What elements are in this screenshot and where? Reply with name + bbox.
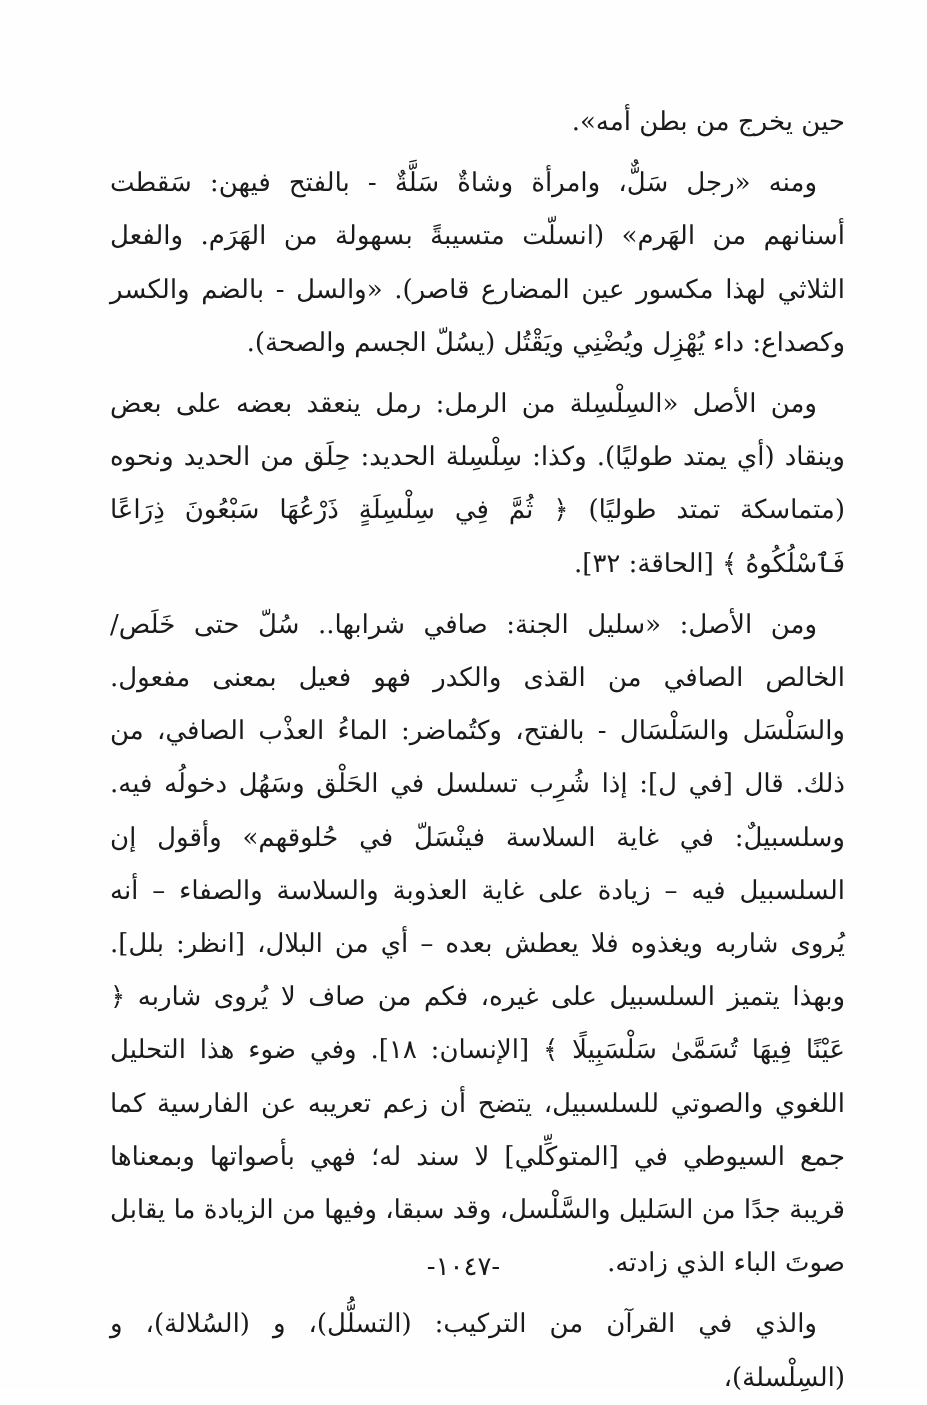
paragraph-quran-occurrences: والذي في القرآن من التركيب: (التسلُّل)، و (السُلالة)، و (السِلْسلة)،	[110, 1309, 845, 1393]
paragraph-continuation: حين يخرج من بطن أمه».	[571, 107, 845, 137]
paragraph-salsabil: ومن الأصل: «سليل الجنة: صافي شرابها.. سُلّ حتى خَلَص/ الخالص الصافي من القذى والكدر فهو فعيل بمعنى مفعول. والسَلْسَل والسَلْسَال - بالفتح، وكتُماضر: الماءُ العذْب الصافي، من ذلك. قال [في ل]: إذا شُرِب تسلسل في الحَلْق وسَهُل دخولُه فيه. وسلسبيلٌ: في غاية السلاسة فينْسَلّ في حُلوقهم» وأقول إن السلسبيل فيه – زيادة على غاية العذوبة والسلاسة والصفاء – أنه يُروى شاربه ويغذوه فلا يعطش بعده – أي من البلال، [انظر: بلل]. وبهذا يتميز السلسبيل على غيره، فكم من صاف لا يُروى شاربه ﴿ عَيْنًا فِيهَا تُسَمَّىٰ سَلْسَبِيلًا ﴾ [الإنسان: ١٨]. وفي ضوء هذا التحليل اللغوي والصوتي للسلسبيل، يتضح أن زعم تعريبه عن الفارسية كما جمع السيوطي في [المتوكِّلي] لا سند له؛ فهي بأصواتها وبمعناها قريبة جدًا من السَليل والسَّلْسل، وقد سبقا، وفيها من الزيادة ما يقابل صوتَ الباء الذي زادته.	[110, 609, 845, 1279]
body-text	[110, 96, 845, 1405]
paragraph-silsila: ومن الأصل «السِلْسِلة من الرمل: رمل ينعقد بعضه على بعض وينقاد (أي يمتد طوليًا). وكذا: سِلْسِلة الحديد: حِلَق من الحديد ونحوه (متماسكة تمتد طوليًا) ﴿ ثُمَّ فِي سِلْسِلَةٍ ذَرْعُهَا سَبْعُونَ ذِرَاعًا فَٱسْلُكُوهُ ﴾ [الحاقة: ٣٢].	[110, 389, 845, 579]
page-number: -١٠٤٧-	[426, 1252, 501, 1282]
paragraph-sall: ومنه «رجل سَلٌّ، وامرأة وشاةٌ سَلَّةٌ - بالفتح فيهن: سَقطت أسنانهم من الهَرم» (انسلّت متسيبةً بسهولة من الهَرَم. والفعل الثلاثي لهذا مكسور عين المضارع قاصر). «والسل - بالضم والكسر وكصداع: داء يُهْزِل ويُضْنِي ويَقْتُل (يسُلّ الجسم والصحة).	[110, 168, 845, 358]
